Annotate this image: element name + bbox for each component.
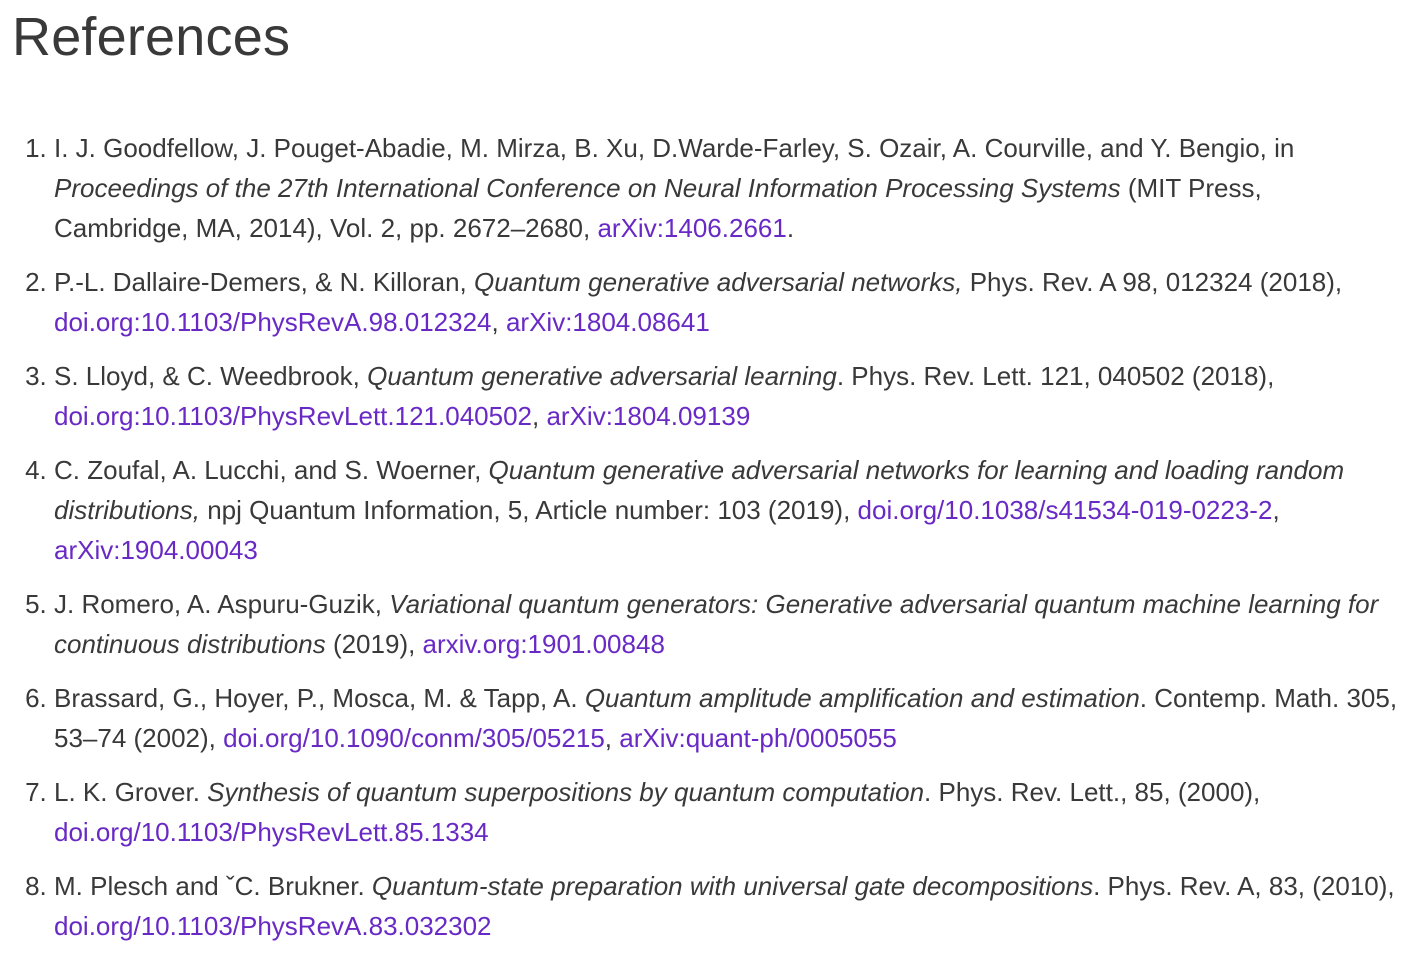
reference-link[interactable]: doi.org/10.1103/PhysRevLett.85.1334 [54, 817, 489, 847]
reference-text: Brassard, G., Hoyer, P., Mosca, M. & Tapp, A. [54, 683, 585, 713]
reference-item [54, 262, 1400, 342]
reference-item [54, 356, 1400, 436]
reference-text: . [786, 213, 795, 243]
reference-text: , [532, 401, 547, 431]
reference-link[interactable]: doi.org/10.1090/conm/305/05215 [223, 723, 605, 753]
reference-link[interactable]: arXiv:1406.2661 [597, 213, 787, 243]
reference-title: Quantum-state preparation with universal gate decompositions [371, 871, 1094, 901]
reference-text: , [604, 723, 620, 753]
reference-title: Quantum generative adversarial networks for learning and loading random distributions, [54, 455, 1345, 525]
reference-link[interactable]: doi.org:10.1103/PhysRevLett.121.040502 [54, 401, 532, 431]
reference-title: Synthesis of quantum superpositions by quantum computation [207, 777, 925, 807]
reference-text: . Phys. Rev. Lett. 121, 040502 (2018), [836, 361, 1275, 391]
reference-text: . Phys. Rev. Lett., 85, (2000), [924, 777, 1261, 807]
reference-text: S. Lloyd, & C. Weedbrook, [54, 361, 368, 391]
reference-text: , [491, 307, 506, 337]
reference-title: Variational quantum generators: Generative adversarial quantum machine learning for continuous distributions [54, 589, 1379, 659]
reference-link[interactable]: doi.org:10.1103/PhysRevA.98.012324 [54, 307, 492, 337]
reference-text: P.-L. Dallaire-Demers, & N. Killoran, [54, 267, 474, 297]
reference-text: . Contemp. Math. 305, 53–74 (2002), [54, 683, 1398, 753]
reference-title: Quantum generative adversarial networks, [474, 267, 963, 297]
reference-title: Proceedings of the 27th International Conference on Neural Information Processing Systems [54, 173, 1121, 203]
reference-title: Quantum amplitude amplification and estimation [584, 683, 1140, 713]
reference-text: M. Plesch and ˇC. Brukner. [54, 871, 372, 901]
reference-text: J. Romero, A. Aspuru-Guzik, [54, 589, 390, 619]
reference-link[interactable]: arXiv:1904.00043 [54, 535, 258, 565]
reference-link[interactable]: arXiv:quant-ph/0005055 [619, 723, 897, 753]
reference-link[interactable]: arXiv:1804.08641 [505, 307, 710, 337]
reference-link[interactable]: arxiv.org:1901.00848 [422, 629, 665, 659]
reference-title: Quantum generative adversarial learning [367, 361, 837, 391]
reference-item [54, 772, 1400, 852]
reference-text: Phys. Rev. A 98, 012324 (2018), [962, 267, 1343, 297]
reference-item [54, 678, 1400, 758]
reference-link[interactable]: doi.org/10.1103/PhysRevA.83.032302 [54, 911, 492, 941]
reference-link[interactable]: arXiv:1804.09139 [546, 401, 751, 431]
reference-text: (MIT Press, Cambridge, MA, 2014), Vol. 2, pp. 2672–2680, [54, 173, 1262, 243]
references-list [0, 128, 1400, 960]
reference-item [54, 584, 1400, 664]
reference-text: L. K. Grover. [54, 777, 208, 807]
reference-text: , [1272, 495, 1280, 525]
reference-text: C. Zoufal, A. Lucchi, and S. Woerner, [54, 455, 489, 485]
reference-text: I. J. Goodfellow, J. Pouget-Abadie, M. Mirza, B. Xu, D.Warde-Farley, S. Ozair, A. Courville, and Y. Bengio, in [54, 133, 1295, 163]
reference-text: npj Quantum Information, 5, Article number: 103 (2019), [199, 495, 858, 525]
reference-item [54, 866, 1400, 946]
reference-link[interactable]: doi.org/10.1038/s41534-019-0223-2 [857, 495, 1273, 525]
reference-text: (2019), [325, 629, 423, 659]
reference-item [54, 128, 1400, 248]
reference-item [54, 450, 1400, 570]
reference-text: . Phys. Rev. A, 83, (2010), [1093, 871, 1395, 901]
page-title: References [12, 7, 291, 67]
